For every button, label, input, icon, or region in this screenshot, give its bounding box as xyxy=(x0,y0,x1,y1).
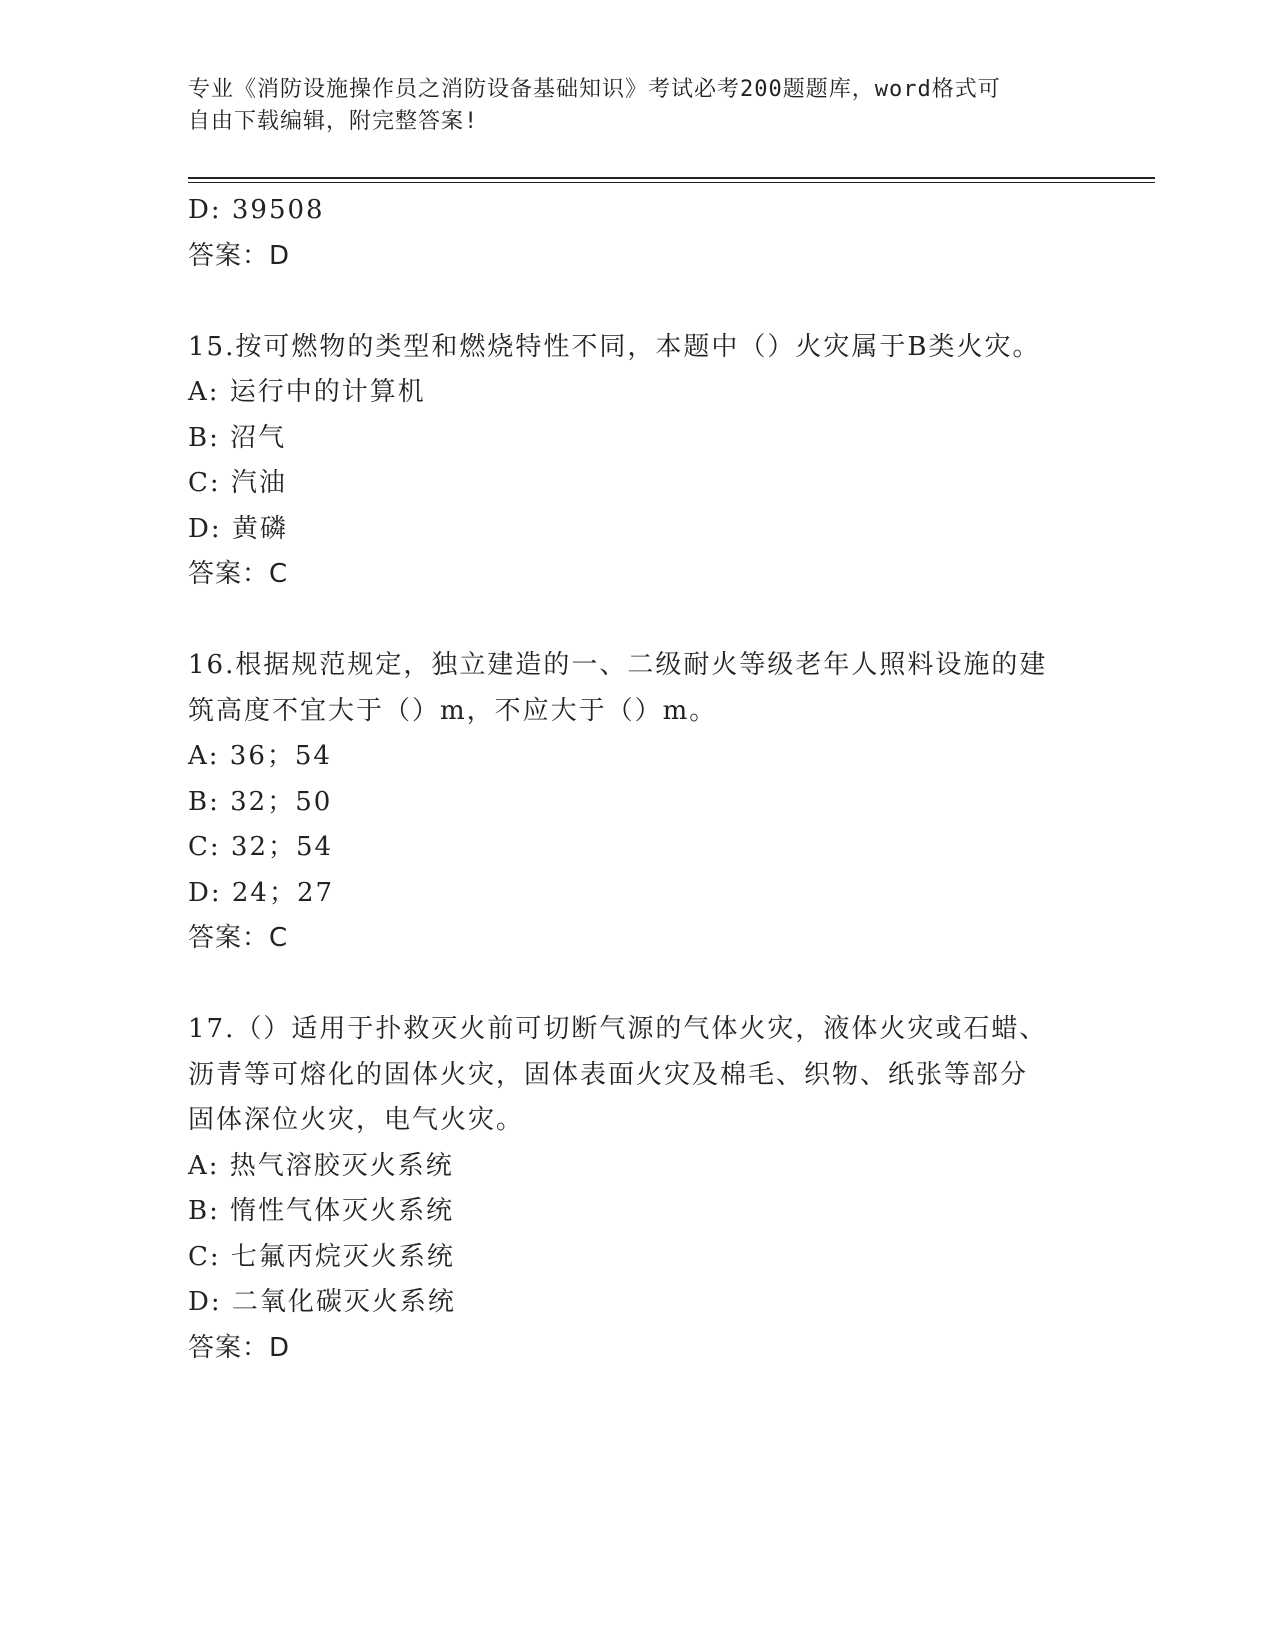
question-stem-line: 沥青等可熔化的固体火灾，固体表面火灾及棉毛、织物、纸张等部分 xyxy=(188,1059,1029,1090)
question-15 xyxy=(188,325,1108,598)
answer-line: 答案：C xyxy=(188,559,289,589)
question-stem-line: 筑高度不宜大于（）m，不应大于（）m。 xyxy=(188,695,718,726)
header-rule-thick xyxy=(188,177,1155,179)
option-c: C: 七氟丙烷灭火系统 xyxy=(188,1241,455,1272)
header-line-1: 专业《消防设施操作员之消防设备基础知识》考试必考200题题库，word格式可 xyxy=(188,77,1001,102)
header-line-2: 自由下载编辑，附完整答案! xyxy=(188,109,479,134)
option-d: D: 24；27 xyxy=(188,877,335,908)
spacer xyxy=(188,279,1108,325)
option-d: D: 39508 xyxy=(188,195,325,225)
question-stem-line: 17.（）适用于扑救灭火前可切断气源的气体火灾，液体火灾或石蜡、 xyxy=(188,1014,1048,1044)
option-a: A: 36；54 xyxy=(188,741,332,771)
option-a: A: 运行中的计算机 xyxy=(188,377,426,407)
option-b: B: 沼气 xyxy=(188,422,287,453)
option-c: C: 汽油 xyxy=(188,468,287,498)
answer-line: 答案：C xyxy=(188,923,289,953)
option-d: D: 二氧化碳灭火系统 xyxy=(188,1287,456,1317)
question-stem-line: 固体深位火灾，电气火灾。 xyxy=(188,1105,525,1135)
option-b: B: 32；50 xyxy=(188,786,333,817)
option-b: B: 惰性气体灭火系统 xyxy=(188,1196,455,1226)
question-17 xyxy=(188,1007,1108,1371)
answer-line: 答案：D xyxy=(188,240,291,271)
question-16 xyxy=(188,643,1108,962)
option-c: C: 32；54 xyxy=(188,832,334,862)
spacer xyxy=(188,962,1108,1008)
header-rule-thin xyxy=(188,182,1155,183)
question-stem-line: 16.根据规范规定，独立建造的一、二级耐火等级老年人照料设施的建 xyxy=(188,650,1048,680)
question-body xyxy=(188,188,1108,1371)
option-d: D: 黄磷 xyxy=(188,513,288,544)
answer-line: 答案：D xyxy=(188,1332,291,1363)
previous-question-tail xyxy=(188,188,1108,279)
spacer xyxy=(188,598,1108,644)
page-header xyxy=(188,74,1088,138)
option-a: A: 热气溶胶灭火系统 xyxy=(188,1150,454,1181)
question-stem-line: 15.按可燃物的类型和燃烧特性不同，本题中（）火灾属于B类火灾。 xyxy=(188,331,1041,362)
